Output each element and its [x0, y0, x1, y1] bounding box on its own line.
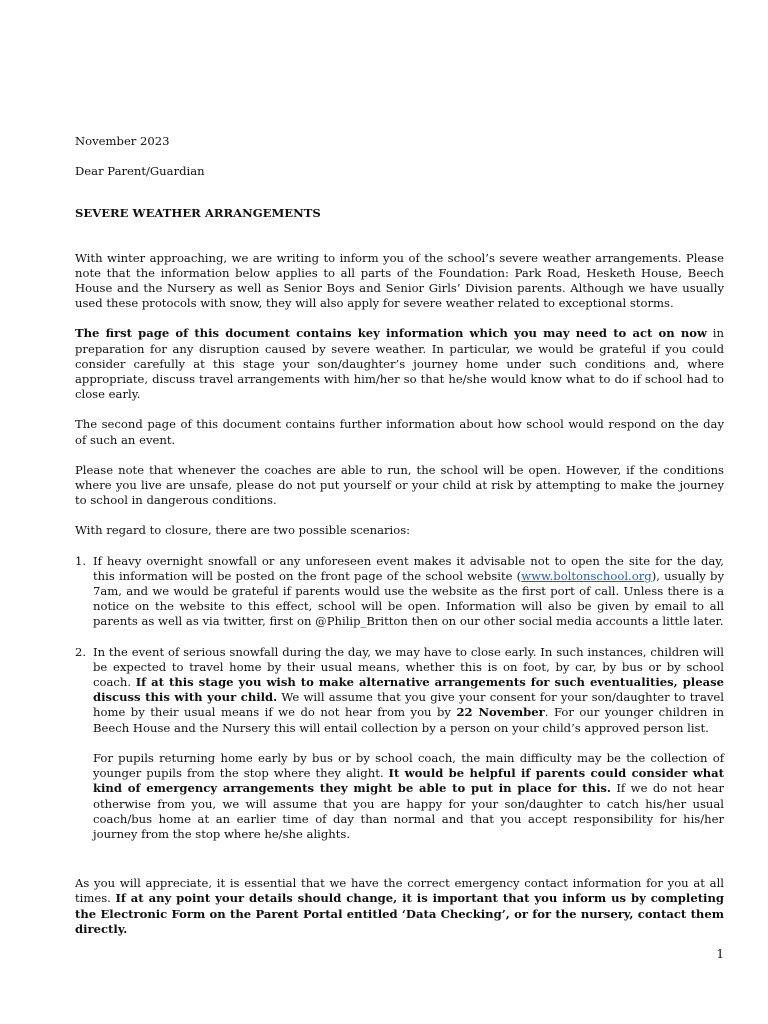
scenario-2-sub-c: If we do not hear otherwise from you, we will assume that you are happy for your son/daughter to catch his/her usual coach/bus home at an earlier time of day than normal and that you accept responsibility for his/her journey from the stop where he/she alights.	[93, 781, 724, 841]
contact-text: As you will appreciate, it is essential that we have the correct emergency contact information for you at all times.	[75, 876, 724, 906]
school-website-link[interactable]: www.boltonschool.org	[521, 568, 652, 583]
scenario-list	[75, 554, 724, 842]
scenario-2-e: . For our younger children in Beech House and the Nursery this will entail collection by a person on your child’s approved person list.	[93, 705, 724, 735]
salutation: Dear Parent/Guardian	[75, 164, 205, 179]
scenario-2-sub-a: For pupils returning home early by bus or by school coach, the main difficulty may be the collection of younger pupils from the stop where they alight.	[93, 750, 724, 781]
list-number: 2.	[75, 644, 87, 659]
letter-body	[75, 134, 724, 937]
scenario-1-after: ), usually by 7am, and we would be grateful if parents would use the website as the first port of call. Unless there is a notice on the website to this effect, school will be open. Information will also be given by email to all parents as well as via twitter, first on @Philip_Britton then on our other social media accounts a little later.	[93, 568, 725, 629]
list-item	[75, 554, 724, 630]
list-item	[75, 645, 724, 842]
deadline-date: 22 November	[456, 705, 545, 720]
page-number: 1	[716, 947, 724, 961]
scenario-1-text	[93, 554, 724, 630]
key-info-rest: in preparation for any disruption caused by severe weather. In particular, we would be grateful if you could consider carefully at this stage your son/daughter’s journey home under such conditions and, where appropriate, discuss travel arrangements with him/her so that he/she would know what to do if school had to close early.	[75, 326, 724, 402]
intro-paragraph: With winter approaching, we are writing to inform you of the school’s severe weather arrangements. Please note that the information below applies to all parts of the Foundation: Park Road, Hesketh House, Beech House and the Nursery as well as Senior Boys and Senior Girls’ Division parents. Although we have usually used these protocols with snow, they will also apply for severe weather related to exceptional storms.	[75, 250, 724, 311]
contact-bold: If at any point your details should change, it is important that you inform us by completing the Electronic Form on the Parent Portal entitled ‘Data Checking’, or for the nursery, contact them directly.	[75, 891, 724, 936]
key-info-bold: The first page of this document contains key information which you may need to act on now	[75, 326, 707, 341]
scenario-2-c: We will assume that you give your consent for your son/daughter to travel home by their usual means if we do not hear from you by	[93, 690, 724, 720]
scenario-2-sub-bold: It would be helpful if parents could consider what kind of emergency arrangements they might be able to put in place for this.	[93, 766, 724, 796]
scenario-1-before: If heavy overnight snowfall or any unforeseen event makes it advisable not to open the site for the day, this information will be posted on the front page of the school website (	[93, 553, 724, 583]
second-page-paragraph: The second page of this document contains further information about how school would respond on the day of such an event.	[75, 417, 724, 447]
scenarios-intro: With regard to closure, there are two possible scenarios:	[75, 523, 411, 538]
scenario-2-bold-a: If at this stage you wish to make alternative arrangements for such eventualities, please discuss this with your child.	[93, 675, 725, 705]
scenario-2-text	[93, 645, 724, 736]
list-number: 1.	[75, 553, 87, 568]
contact-paragraph	[75, 876, 724, 937]
coaches-paragraph: Please note that whenever the coaches are able to run, the school will be open. However, if the conditions where you live are unsafe, please do not put yourself or your child at risk by attempting to make the journey to school in dangerous conditions.	[75, 462, 724, 508]
letter-date: November 2023	[75, 134, 170, 148]
scenario-2-a: In the event of serious snowfall during the day, we may have to close early. In such instances, children will be expected to travel home by their usual means, whether this is on foot, by car, by bus or by school coach.	[93, 644, 724, 690]
key-info-paragraph	[75, 326, 724, 402]
scenario-2-sub-text	[93, 751, 724, 842]
letter-heading: SEVERE WEATHER ARRANGEMENTS	[75, 206, 321, 221]
